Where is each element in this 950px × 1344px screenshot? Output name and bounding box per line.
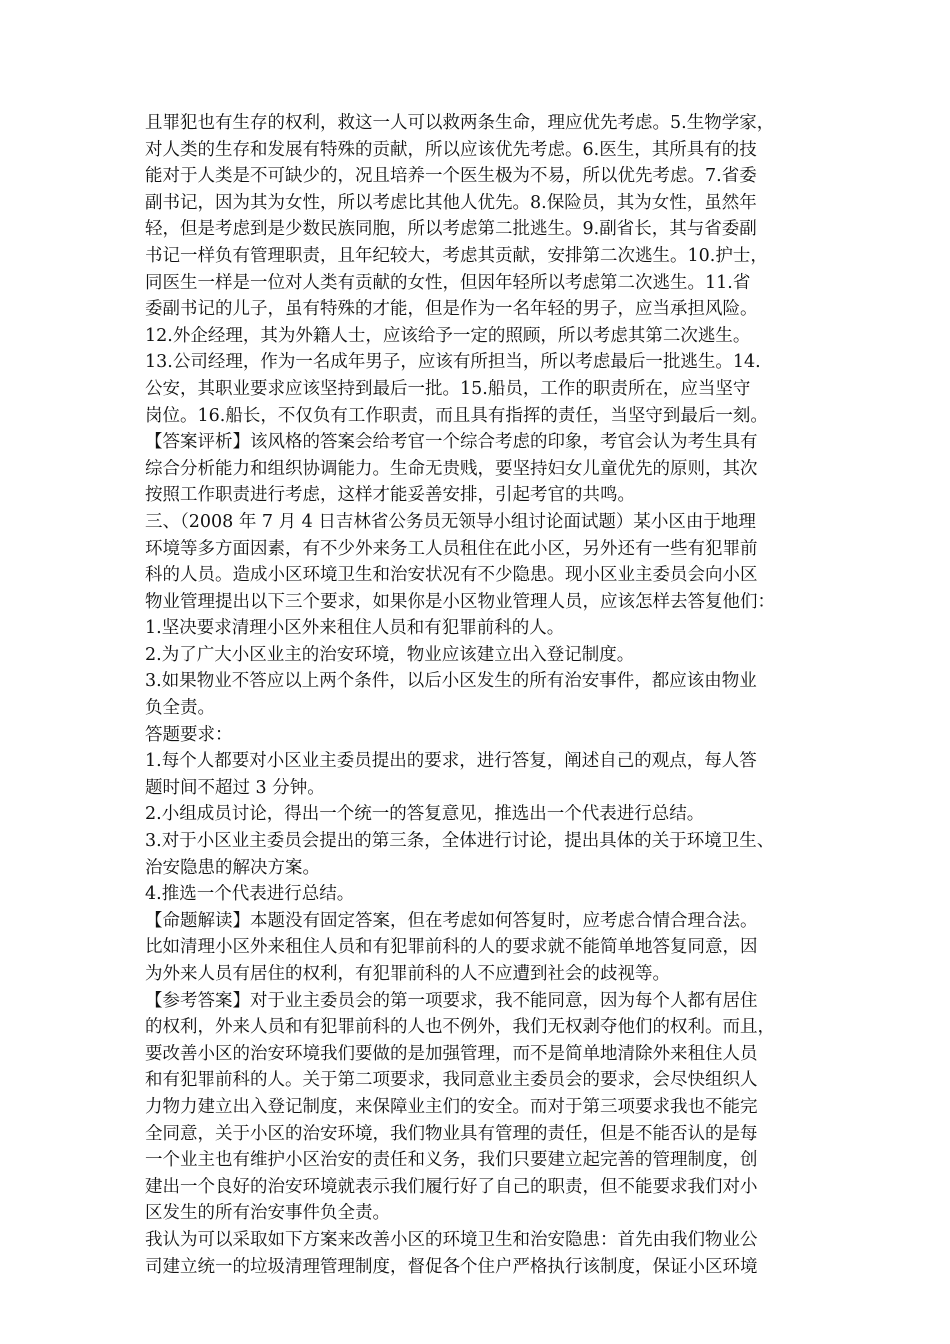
text-line: 一个业主也有维护小区治安的责任和义务，我们只要建立起完善的管理制度，创 (145, 1150, 758, 1171)
paragraph (145, 615, 810, 642)
text-line: 建出一个良好的治安环境就表示我们履行好了自己的职责，但不能要求我们对小 (145, 1176, 758, 1197)
paragraph (145, 722, 810, 749)
text-line: 全同意，关于小区的治安环境，我们物业具有管理的责任，但是不能否认的是每 (145, 1123, 758, 1144)
text-line: 2.为了广大小区业主的治安环境，物业应该建立出入登记制度。 (145, 644, 635, 665)
text-line: 副书记，因为其为女性，所以考虑比其他人优先。8.保险员，其为女性，虽然年 (145, 192, 757, 213)
text-line: 科的人员。造成小区环境卫生和治安状况有不少隐患。现小区业主委员会向小区 (145, 565, 758, 586)
paragraph (145, 1227, 810, 1280)
paragraph (145, 908, 810, 988)
text-line: 负全责。 (145, 698, 215, 719)
text-line: 和有犯罪前科的人。关于第二项要求，我同意业主委员会的要求，会尽快组织人 (145, 1070, 758, 1091)
text-line: 公安，其职业要求应该坚持到最后一批。15.船员，工作的职责所在，应当坚守 (145, 378, 751, 399)
text-line: 【命题解读】本题没有固定答案，但在考虑如何答复时，应考虑合情合理合法。 (145, 910, 758, 931)
text-line: 力物力建立出入登记制度，来保障业主们的安全。而对于第三项要求我也不能完 (145, 1096, 758, 1117)
paragraph (145, 110, 810, 429)
text-line: 委副书记的儿子，虽有特殊的才能，但是作为一名年轻的男子，应当承担风险。 (145, 299, 758, 320)
paragraph (145, 668, 810, 721)
text-line: 岗位。16.船长，不仅负有工作职责，而且具有指挥的责任，当坚守到最后一刻。 (145, 405, 768, 426)
paragraph (145, 828, 810, 881)
text-line: 环境等多方面因素，有不少外来务工人员租住在此小区，另外还有一些有犯罪前 (145, 538, 758, 559)
text-line: 1.每个人都要对小区业主委员提出的要求，进行答复，阐述自己的观点，每人答 (145, 751, 757, 772)
text-line: 3.对于小区业主委员会提出的第三条，全体进行讨论，提出具体的关于环境卫生、 (145, 831, 775, 852)
text-line: 为外来人员有居住的权利，有犯罪前科的人不应遭到社会的歧视等。 (145, 964, 670, 984)
text-line: 2.小组成员讨论，得出一个统一的答复意见，推选出一个代表进行总结。 (145, 804, 705, 825)
text-line: 且罪犯也有生存的权利，救这一人可以救两条生命，理应优先考虑。5.生物学家， (145, 113, 775, 133)
text-line: 13.公司经理，作为一名成年男子，应该有所担当，所以考虑最后一批逃生。14. (145, 352, 761, 373)
text-line: 我认为可以采取如下方案来改善小区的环境卫生和治安隐患：首先由我们物业公 (145, 1229, 758, 1250)
text-line: 物业管理提出以下三个要求，如果你是小区物业管理人员，应该怎样去答复他们： (145, 591, 775, 612)
text-line: 综合分析能力和组织协调能力。生命无贵贱，要坚持妇女儿童优先的原则，其次 (145, 458, 758, 479)
text-line: 1.坚决要求清理小区外来租住人员和有犯罪前科的人。 (145, 618, 565, 639)
text-line: 3.如果物业不答应以上两个条件，以后小区发生的所有治安事件，都应该由物业 (145, 671, 757, 692)
text-line: 同医生一样是一位对人类有贡献的女性，但因年轻所以考虑第二次逃生。11.省 (145, 272, 751, 293)
text-line: 能对于人类是不可缺少的，况且培养一个医生极为不易，所以优先考虑。7.省委 (145, 166, 757, 187)
text-line: 的权利，外来人员和有犯罪前科的人也不例外，我们无权剥夺他们的权利。而且， (145, 1017, 775, 1038)
document-body (145, 110, 810, 1280)
text-line: 4.推选一个代表进行总结。 (145, 884, 355, 905)
text-line: 对人类的生存和发展有特殊的贡献，所以应该优先考虑。6.医生，其所具有的技 (145, 139, 757, 160)
text-line: 题时间不超过 3 分钟。 (145, 777, 325, 798)
text-line: 要改善小区的治安环境我们要做的是加强管理，而不是简单地清除外来租住人员 (145, 1043, 758, 1064)
paragraph (145, 748, 810, 801)
text-line: 12.外企经理，其为外籍人士，应该给予一定的照顾，所以考虑其第二次逃生。 (145, 325, 751, 346)
text-line: 按照工作职责进行考虑，这样才能妥善安排，引起考官的共鸣。 (145, 485, 635, 506)
paragraph (145, 429, 810, 509)
text-line: 【答案评析】该风格的答案会给考官一个综合考虑的印象，考官会认为考生具有 (145, 432, 758, 453)
text-line: 答题要求： (145, 724, 233, 745)
paragraph (145, 801, 810, 828)
text-line: 治安隐患的解决方案。 (145, 857, 320, 878)
paragraph (145, 988, 810, 1227)
text-line: 司建立统一的垃圾清理管理制度，督促各个住户严格执行该制度，保证小区环境 (145, 1256, 758, 1277)
text-line: 三、（2008 年 7 月 4 日吉林省公务员无领导小组讨论面试题）某小区由于地理 (145, 511, 756, 532)
text-line: 比如清理小区外来租住人员和有犯罪前科的人的要求就不能简单地答复同意，因 (145, 937, 758, 958)
paragraph (145, 642, 810, 669)
text-line: 【参考答案】对于业主委员会的第一项要求，我不能同意，因为每个人都有居住 (145, 990, 758, 1011)
paragraph (145, 509, 810, 615)
paragraph (145, 881, 810, 908)
text-line: 区发生的所有治安事件负全责。 (145, 1203, 390, 1224)
text-line: 轻，但是考虑到是少数民族同胞，所以考虑第二批逃生。9.副省长，其与省委副 (145, 219, 757, 240)
text-line: 书记一样负有管理职责，且年纪较大，考虑其贡献，安排第二次逃生。10.护士， (145, 245, 768, 266)
